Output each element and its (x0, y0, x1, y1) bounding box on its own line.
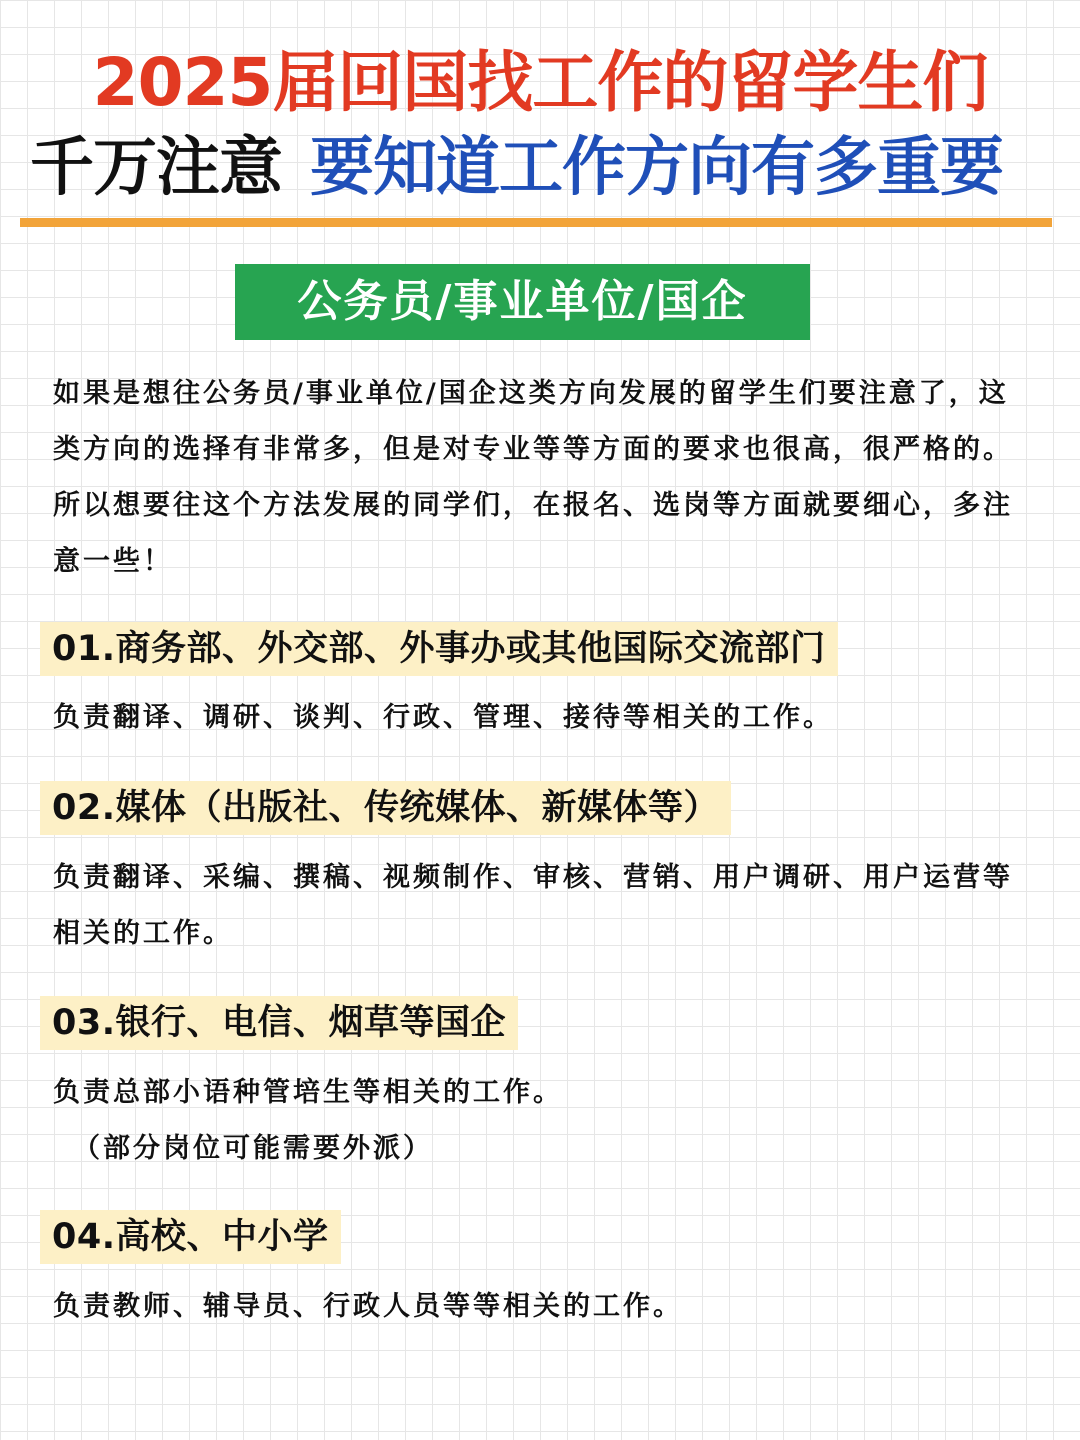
category-desc-2: 负责翻译、采编、撰稿、视频制作、审核、营销、用户调研、用户运营等相关的工作。 (53, 862, 1013, 949)
category-desc-4: 负责教师、辅导员、行政人员等等相关的工作。 (53, 1291, 683, 1322)
category-title-2: 02.媒体（出版社、传统媒体、新媒体等） (40, 781, 731, 835)
subtitle-warning: 千万注意 (30, 131, 282, 205)
category-desc-3 (53, 1065, 1033, 1177)
category-note-3: （部分岗位可能需要外派） (73, 1133, 433, 1164)
category-title-4: 04.高校、中小学 (40, 1210, 341, 1264)
category-desc-1: 负责翻译、调研、谈判、行政、管理、接待等相关的工作。 (53, 702, 833, 733)
page-subtitle (30, 128, 1003, 208)
header-divider (20, 218, 1052, 227)
category-title-1: 01.商务部、外交部、外事办或其他国际交流部门 (40, 622, 838, 676)
intro-paragraph: 如果是想往公务员/事业单位/国企这类方向发展的留学生们要注意了，这类方向的选择有非常多，但是对专业等等方面的要求也很高，很严格的。所以想要往这个方法发展的同学们，在报名、选岗等方面就要细心，多注意一些！ (53, 378, 1013, 577)
section-banner: 公务员/事业单位/国企 (235, 264, 810, 340)
page-title: 2025届回国找工作的留学生们 (92, 44, 988, 121)
category-title-3: 03.银行、电信、烟草等国企 (40, 996, 518, 1050)
category-desc-3-text: 负责总部小语种管培生等相关的工作。 (53, 1077, 563, 1108)
subtitle-emphasis: 要知道工作方向有多重要 (310, 131, 1003, 205)
